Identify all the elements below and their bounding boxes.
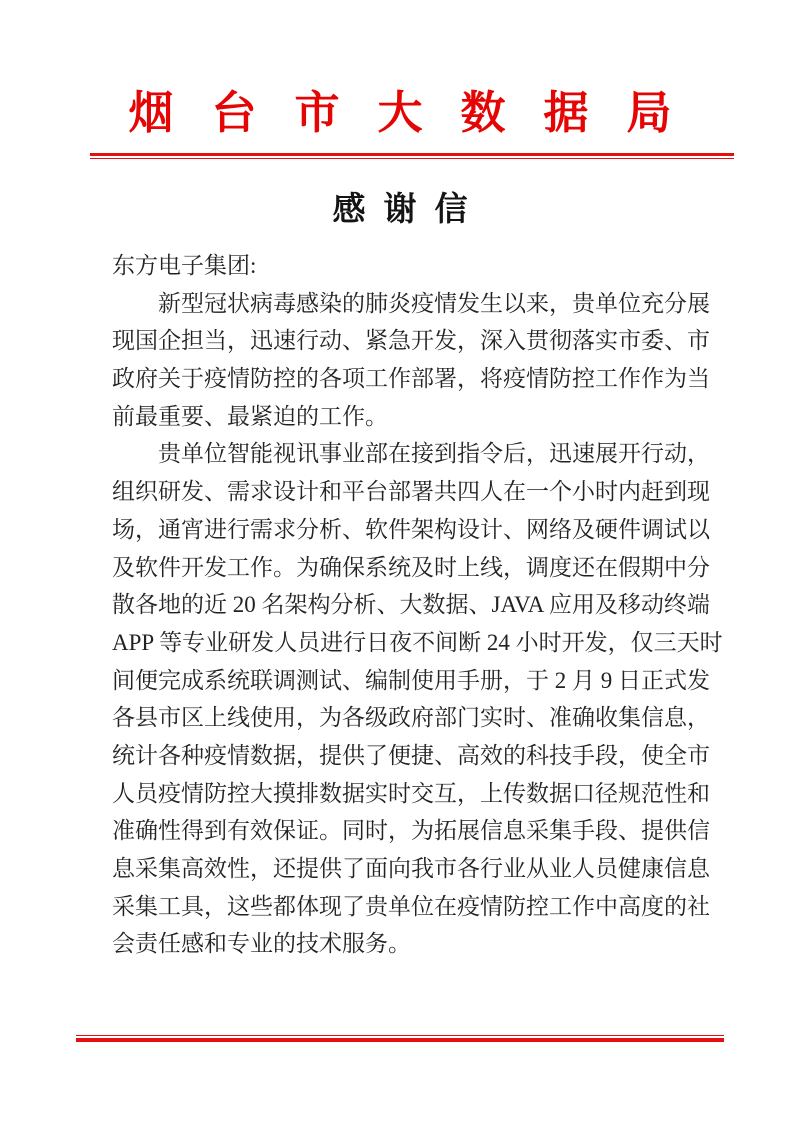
salutation: 东方电子集团:	[112, 253, 257, 278]
body-line: 息采集高效性，还提供了面向我市各行业从业人员健康信息	[112, 856, 710, 881]
body-line: 采集工具，这些都体现了贵单位在疫情防控工作中高度的社	[112, 893, 710, 919]
body-line: 统计各种疫情数据，提供了便捷、高效的科技手段，使全市	[112, 742, 710, 768]
body-line: 新型冠状病毒感染的肺炎疫情发生以来，贵单位充分展	[158, 290, 710, 316]
body-line: 人员疫情防控大摸排数据实时交互，上传数据口径规范性和	[112, 780, 710, 806]
footer-rule	[76, 1035, 724, 1042]
body-line: 会责任感和专业的技术服务。	[112, 931, 411, 957]
body-line: 现国企担当，迅速行动、紧急开发，深入贯彻落实市委、市	[112, 328, 710, 354]
body-line: 场，通宵进行需求分析、软件架构设计、网络及硬件调试以	[112, 516, 710, 542]
body-line: 散各地的近 20 名架构分析、大数据、JAVA 应用及移动终端	[112, 592, 710, 618]
letter-title: 感谢信	[332, 192, 486, 228]
body-line: 准确性得到有效保证。同时，为拓展信息采集手段、提供信	[112, 818, 710, 844]
agency-masthead: 烟台市大数据局	[128, 88, 710, 138]
body-line: 政府关于疫情防控的各项工作部署，将疫情防控工作作为当	[112, 366, 710, 392]
letter-body	[112, 247, 723, 963]
body-line: 及软件开发工作。为确保系统及时上线，调度还在假期中分	[112, 554, 710, 580]
body-line: APP 等专业研发人员进行日夜不间断 24 小时开发，仅三天时	[112, 629, 723, 655]
body-line: 组织研发、需求设计和平台部署共四人在一个小时内赶到现	[112, 479, 710, 505]
header-rule	[90, 153, 734, 159]
footer-rule-thick	[76, 1038, 724, 1042]
body-line: 间便完成系统联调测试、编制使用手册，于 2 月 9 日正式发	[112, 667, 710, 693]
body-line: 前最重要、最紧迫的工作。	[112, 403, 388, 429]
body-line: 贵单位智能视讯事业部在接到指令后，迅速展开行动，	[158, 441, 710, 467]
header-rule-thin	[90, 158, 734, 159]
body-line: 各县市区上线使用，为各级政府部门实时、准确收集信息，	[112, 705, 710, 731]
